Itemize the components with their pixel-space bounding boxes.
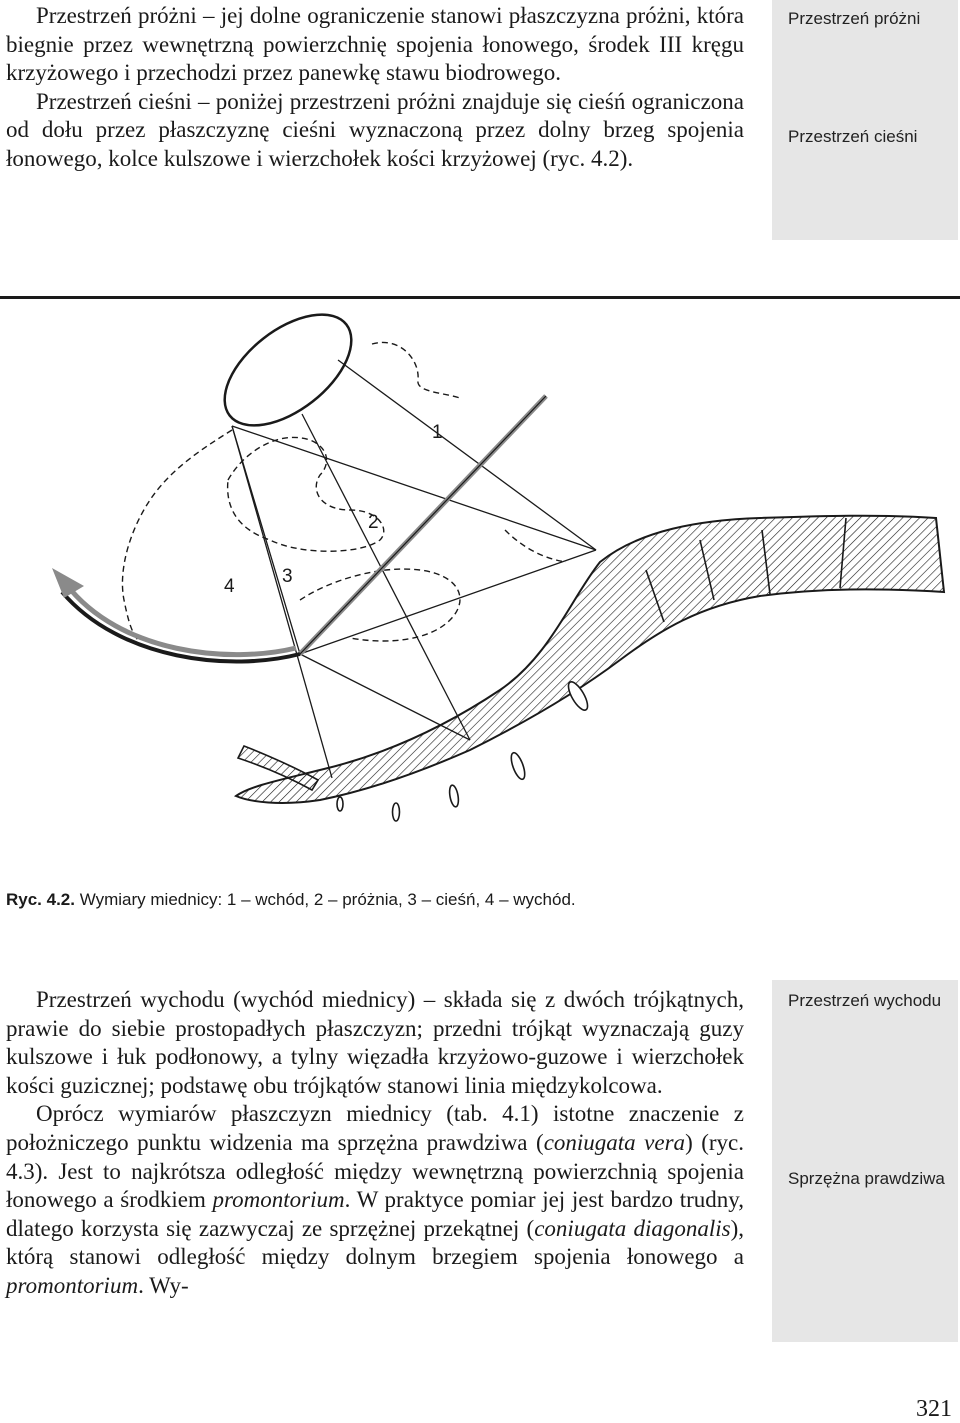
term-promontorium: promontorium <box>6 1272 139 1298</box>
text-run: Oprócz wymiarów płaszczyzn miednicy (tab. 4.1) istotne znaczenie z położniczego punktu widzenia ma sprzężna prawdziwa ( <box>6 1101 744 1155</box>
margin-term-sprzezna-prawdziwa: Sprzężna prawdziwa <box>788 1169 945 1188</box>
term-coniugata-vera: coniugata vera <box>543 1129 686 1155</box>
paragraph-przestrzen-prozni: Przestrzeń próżni – jej dolne ograniczenie stanowi płaszczyzna próżni, która biegnie przez wewnętrzną powierzchnię spojenia łonowego, środek III kręgu krzyżowego i przechodzi przez panewkę stawu biodrowego. <box>6 3 744 86</box>
label-4: 4 <box>224 576 235 597</box>
label-1: 1 <box>432 422 443 443</box>
label-3: 3 <box>282 566 293 587</box>
label-2: 2 <box>368 512 379 533</box>
pointer-line-core <box>300 396 546 654</box>
figure-caption <box>6 890 576 910</box>
term-coniugata-diagonalis: coniugata diagonalis <box>534 1215 731 1241</box>
pelvis-diagram <box>0 300 960 880</box>
margin-term-przestrzen-ciesni: Przestrzeń cieśni <box>788 127 918 146</box>
outlet-arrow-shaft <box>66 584 296 655</box>
outlet-arrow-head <box>52 568 84 598</box>
paragraph-przestrzen-ciesni: Przestrzeń cieśni – poniżej przestrzeni próżni znajduje się cieśń ograniczona od dołu przez płaszczyznę cieśni wyznaczoną przez dolny brzeg spojenia łonowego, kolce kulszowe i wierzchołek kości krzyżowej (ryc. 4.2). <box>6 88 744 171</box>
caption-text: Wymiary miednicy: 1 – wchód, 2 – próżnia, 3 – cieśń, 4 – wychód. <box>75 890 576 909</box>
margin-box-top <box>772 0 958 240</box>
margin-term-przestrzen-wychodu: Przestrzeń wychodu <box>788 991 942 1010</box>
text-run: . Wy- <box>138 1272 189 1298</box>
text-run: ), którą stanowi odległość między dolnym brzegiem spojenia łonowego a <box>6 1215 744 1270</box>
page-number: 321 <box>916 1396 952 1422</box>
text-run: . W praktyce pomiar jej jest bardzo trudny, dlatego korzysta się zazwyczaj ze sprzężnej przekątnej ( <box>6 1187 744 1241</box>
sacrum-coccyx <box>236 516 944 803</box>
pelvis-figure <box>0 300 960 880</box>
margin-term-przestrzen-prozni: Przestrzeń próżni <box>788 9 921 28</box>
paragraph-przestrzen-wychodu: Przestrzeń wychodu (wychód miednicy) – składa się z dwóch trójkątnych, prawie do siebie prostopadłych płaszczyzn; przedni trójkąt wyznaczają guzy kulszowe i łuk podłonowy, a tylny więzadła krzyżowo-guzowe i wierzchołek kości guzicznej; podstawę obu trójkątów stanowi linia międzykolcowa. <box>6 987 744 1098</box>
term-promontorium: promontorium <box>212 1187 345 1213</box>
dashed-contours <box>122 342 566 642</box>
section-divider <box>0 296 960 299</box>
caption-number: Ryc. 4.2. <box>6 890 75 909</box>
top-text-block <box>6 2 744 174</box>
text-run: ) (ryc. 4.3). Jest to najkrótsza odległość między wewnętrzną powierzchnią spojenia łonowego a środkiem <box>6 1129 745 1213</box>
margin-box-bottom <box>772 980 958 1342</box>
bottom-text-block <box>6 986 744 1301</box>
paragraph-sprzezna-prawdziwa <box>6 1100 744 1300</box>
pelvic-inlet-ellipse <box>205 300 371 447</box>
